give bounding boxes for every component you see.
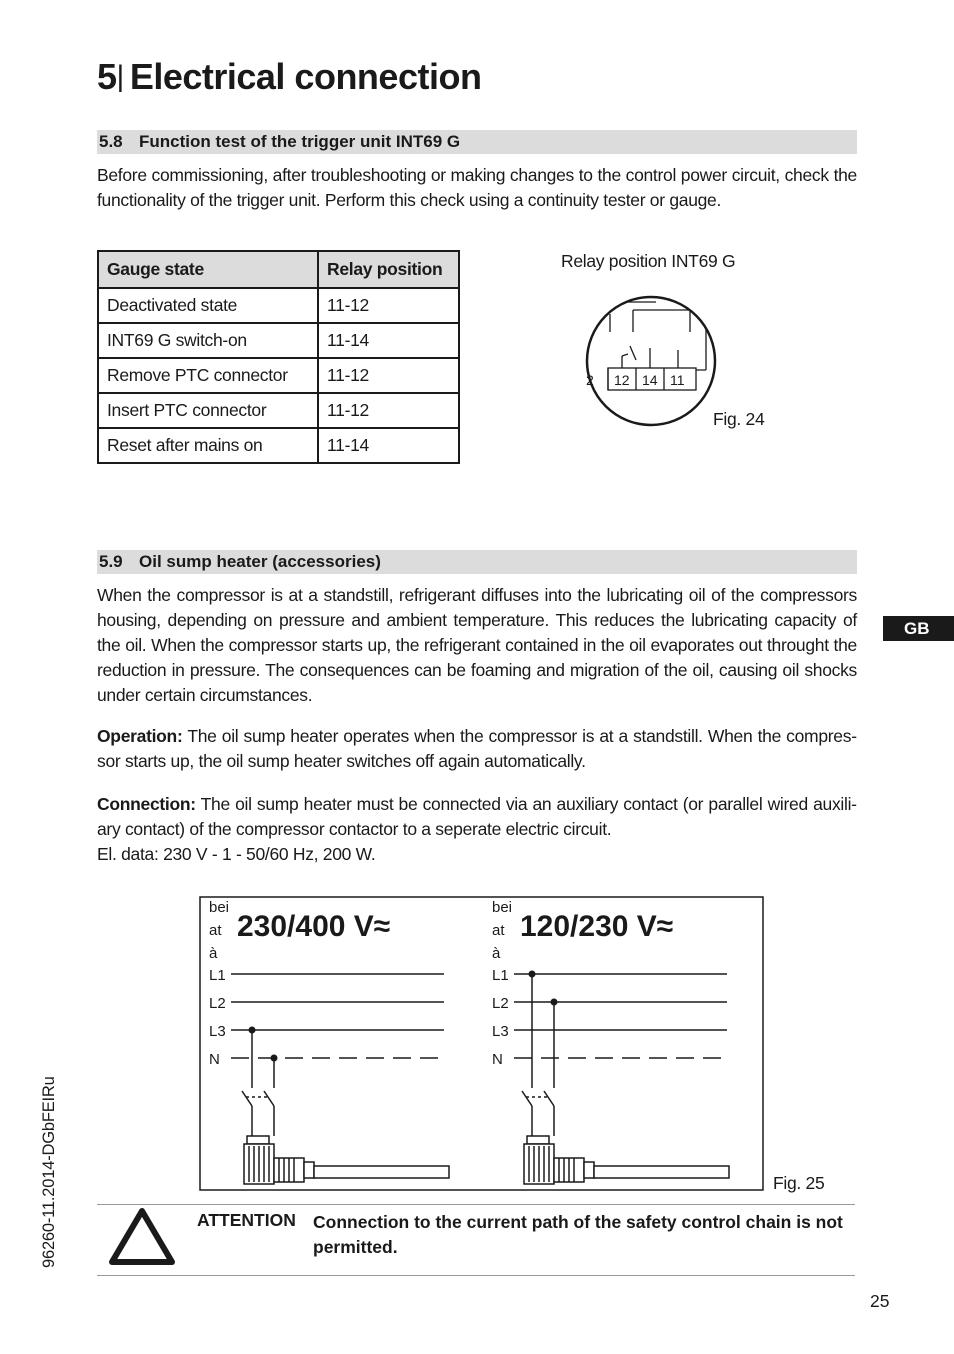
attention-label: ATTENTION: [197, 1210, 296, 1230]
line-label: N: [492, 1051, 503, 1068]
connection-text: The oil sump heater must be connected via an auxiliary contact (or parallel wired auxiliary contact) of the compressor contactor to a seperate electric circuit.: [97, 794, 857, 839]
table-cell: Reset after mains on: [98, 428, 318, 463]
terminal-label: 12: [614, 372, 630, 388]
section-heading-5-9: [97, 550, 857, 574]
terminal-label: 14: [642, 372, 658, 388]
relay-diagram: [580, 290, 720, 430]
relay-position-table: [97, 250, 460, 464]
prefix-label: at: [209, 922, 222, 939]
terminal-label: 2: [586, 372, 594, 388]
table-header: Relay position: [318, 251, 459, 288]
prefix-label: à: [209, 945, 218, 962]
divider: [97, 1204, 855, 1205]
section-heading-5-8: [97, 130, 857, 154]
warning-icon: [108, 1205, 176, 1267]
table-cell: Deactivated state: [98, 288, 318, 323]
language-tab: GB: [883, 616, 954, 641]
table-row: [98, 323, 459, 358]
page-number: 25: [870, 1291, 890, 1311]
line-label: L1: [209, 967, 226, 984]
el-data: El. data: 230 V - 1 - 50/60 Hz, 200 W.: [97, 844, 376, 864]
table-row: [98, 288, 459, 323]
line-label: L3: [492, 1023, 509, 1040]
table-cell: 11-12: [318, 358, 459, 393]
table-row: [98, 428, 459, 463]
operation-paragraph: [97, 724, 857, 774]
line-label: L2: [492, 995, 509, 1012]
attention-text: Connection to the current path of the safety control chain is not permitted.: [313, 1212, 843, 1257]
connection-paragraph: [97, 792, 857, 842]
table-row: [98, 358, 459, 393]
section-number: 5.8: [99, 132, 123, 151]
document-code: 96260-11.2014-DGbFEIRu: [40, 1076, 58, 1268]
operation-label: Operation:: [97, 726, 183, 746]
chapter-divider: |: [116, 60, 124, 93]
section-5-9-paragraph: When the compressor is at a standstill, refrigerant diffuses into the lubricating oil of the compressors housing, depending on pressure and ambient temperature. This reduces the lubricating capacity of the oil. When the compressor starts up, the refrigerant contained in the oil evaporates out throught the reduction in pressure. The consequences can be foaming and migration of the oil, causing oil shocks under certain circumstances.: [97, 585, 857, 705]
table-cell: 11-12: [318, 393, 459, 428]
operation-text: The oil sump heater operates when the compressor is at a standstill. When the compressor starts up, the oil sump heater switches off again automatically.: [97, 726, 858, 771]
line-label: L1: [492, 967, 509, 984]
voltage-label: 120/230 V≈: [520, 910, 674, 943]
table-cell: 11-14: [318, 323, 459, 358]
table-cell: 11-14: [318, 428, 459, 463]
prefix-label: bei: [492, 899, 513, 916]
section-title: Function test of the trigger unit INT69 G: [139, 132, 461, 151]
table-row: [98, 393, 459, 428]
prefix-label: à: [492, 945, 501, 962]
table-cell: Insert PTC connector: [98, 393, 318, 428]
prefix-label: at: [492, 922, 505, 939]
table-cell: Remove PTC connector: [98, 358, 318, 393]
fig24-caption: Relay position INT69 G: [561, 251, 736, 271]
chapter-title: [97, 56, 481, 98]
table-cell: INT69 G switch-on: [98, 323, 318, 358]
section-number: 5.9: [99, 552, 123, 571]
prefix-label: bei: [209, 899, 230, 916]
voltage-label: 230/400 V≈: [237, 910, 391, 943]
table-header-row: [98, 251, 459, 288]
section-5-8-paragraph: Before commissioning, after troubleshooting or making changes to the control power circuit, check the functionality of the trigger unit. Perform this check using a continuity tester or gauge.: [97, 165, 857, 210]
line-label: L3: [209, 1023, 226, 1040]
table-cell: 11-12: [318, 288, 459, 323]
fig25-label: Fig. 25: [773, 1173, 825, 1193]
chapter-number: 5: [97, 56, 117, 97]
wiring-diagram: [199, 896, 765, 1192]
line-label: L2: [209, 995, 226, 1012]
divider: [97, 1275, 855, 1276]
connection-label: Connection:: [97, 794, 196, 814]
line-label: N: [209, 1051, 220, 1068]
fig24-label: Fig. 24: [713, 409, 765, 429]
section-title: Oil sump heater (accessories): [139, 552, 381, 571]
table-header: Gauge state: [98, 251, 318, 288]
terminal-label: 11: [670, 372, 685, 388]
chapter-title-text: Electrical connection: [129, 56, 482, 97]
relay-circle: [587, 297, 715, 425]
